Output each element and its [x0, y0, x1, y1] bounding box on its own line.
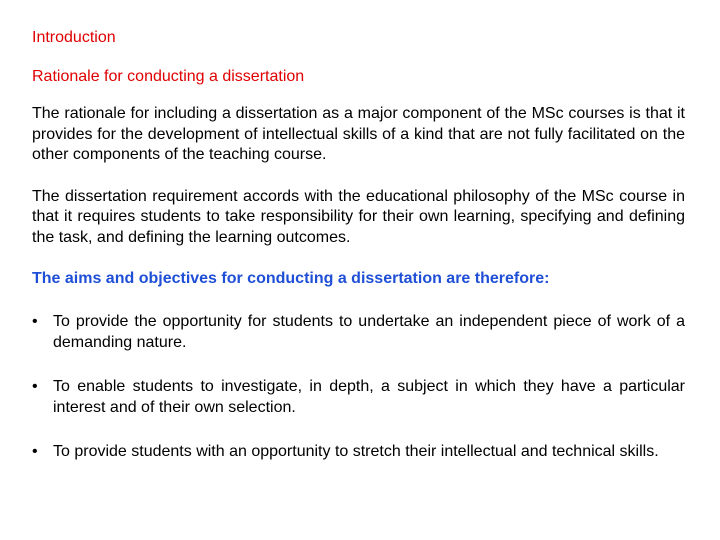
list-item-text: To provide the opportunity for students to undertake an independent piece of work of a demanding nature.: [53, 313, 685, 351]
list-item: [32, 311, 685, 353]
bullet-icon: •: [32, 313, 38, 330]
list-item: [32, 376, 685, 418]
list-item-text: To provide students with an opportunity to stretch their intellectual and technical skills.: [53, 443, 659, 460]
subsection-title-rationale: Rationale for conducting a dissertation: [32, 68, 305, 85]
aims-heading: The aims and objectives for conducting a dissertation are therefore:: [32, 270, 550, 287]
bullet-icon: •: [32, 443, 38, 460]
list-item: [32, 441, 685, 462]
document-page: [32, 28, 685, 485]
paragraph-requirement: The dissertation requirement accords with the educational philosophy of the MSc course in that it requires students to take responsibility for their own learning, specifying and defining the task, and defining the learning outcomes.: [32, 187, 685, 246]
aims-list: [32, 311, 685, 462]
bullet-icon: •: [32, 378, 38, 395]
section-title-introduction: Introduction: [32, 29, 116, 46]
list-item-text: To enable students to investigate, in depth, a subject in which they have a particular interest and of their own selection.: [53, 378, 685, 416]
paragraph-rationale: The rationale for including a dissertation as a major component of the MSc courses is that it provides for the development of intellectual skills of a kind that are not fully facilitated on the other components of the teaching course.: [32, 105, 685, 163]
